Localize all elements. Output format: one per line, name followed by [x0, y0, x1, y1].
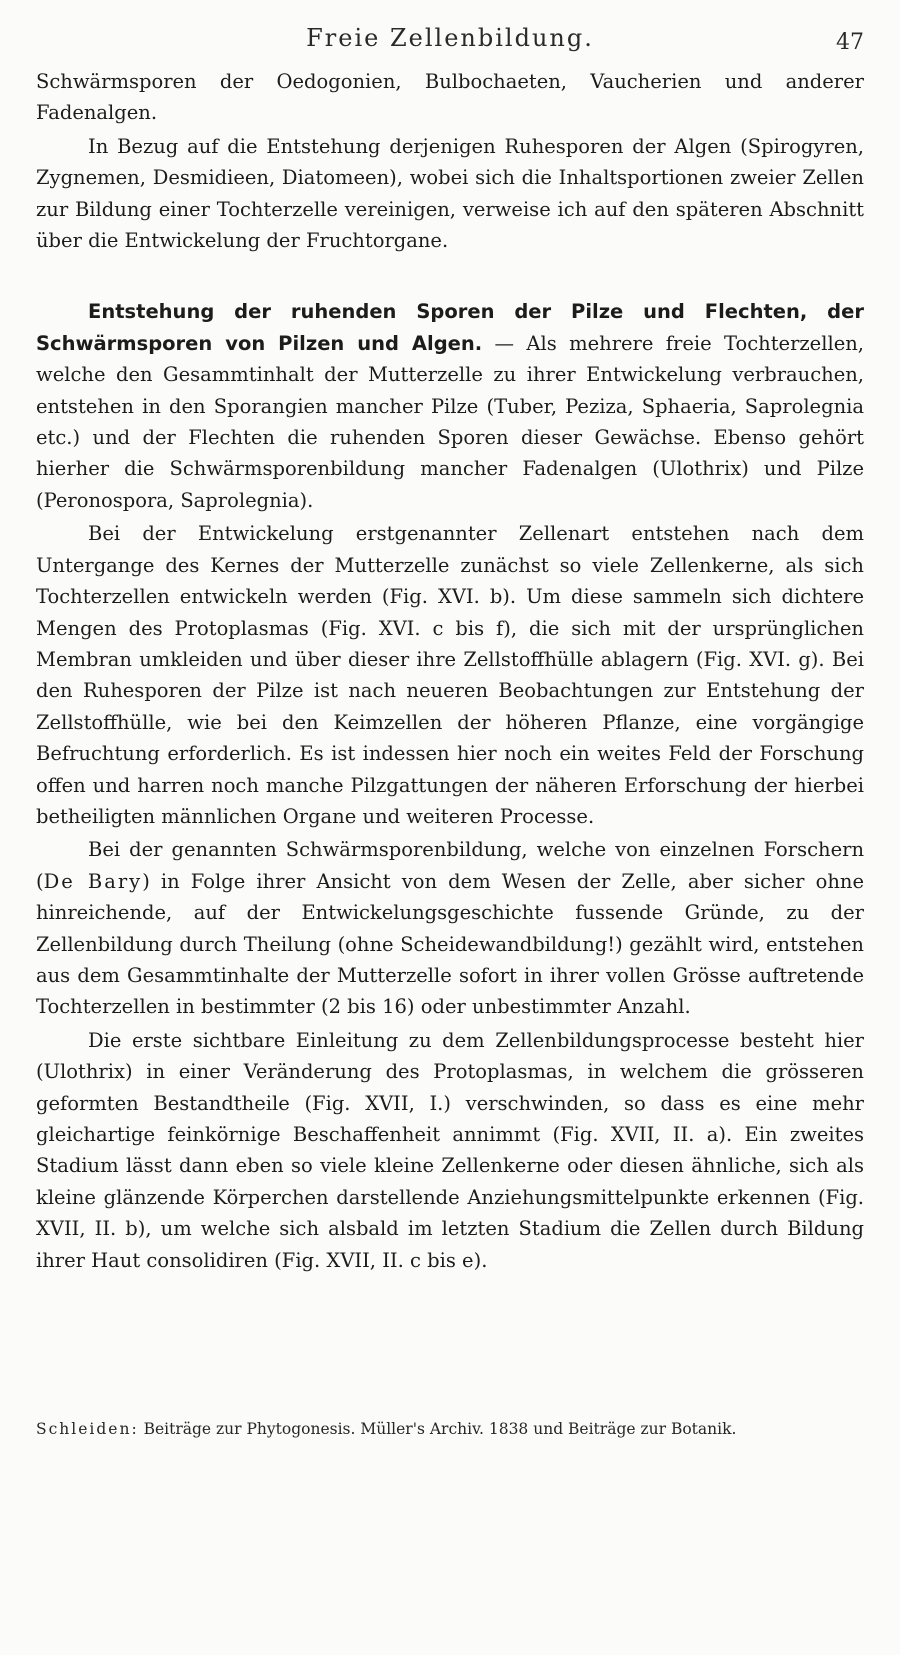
footnote-text: Beiträge zur Phytogonesis. Müller's Archiv. 1838 und Beiträge zur Botanik. — [138, 1420, 737, 1438]
footnote — [36, 1418, 864, 1440]
body-text — [36, 66, 864, 1276]
running-title: Freie Zellenbildung. — [306, 24, 594, 52]
footnote-author: Schleiden: — [36, 1420, 139, 1438]
paragraph-5-text-b: ) in Folge ihrer Ansicht von dem Wesen der Zelle, aber sicher ohne hinreichende, auf der Entwickelungsgeschichte fussende Gründe, zu der Zellenbildung durch Theilung (ohne Scheidewandbildung!) gezählt wird, entstehen aus dem Gesammtinhalte der Mutterzelle sofort in ihrer vollen Grösse auftretende Tochterzellen in bestimmter (2 bis 16) oder unbestimmter Anzahl. — [36, 869, 865, 1019]
paragraph-6: Die erste sichtbare Einleitung zu dem Zellenbildungsprocesse besteht hier (Ulothrix) in einer Veränderung des Protoplasmas, in welchem die grösseren geformten Bestandtheile (Fig. XVII, I.) verschwinden, so dass es eine mehr gleichartige feinkörnige Beschaffenheit annimmt (Fig. XVII, II. a). Ein zweites Stadium lässt dann eben so viele kleine Zellenkerne oder diesen ähnliche, sich als kleine glänzende Körperchen darstellende Anziehungsmittelpunkte erkennen (Fig. XVII, II. b), um welche sich alsbald im letzten Stadium die Zellen durch Bildung ihrer Haut consolidiren (Fig. XVII, II. c bis e). — [36, 1028, 864, 1272]
author-name: De Bary — [43, 869, 143, 893]
paragraph-2: In Bezug auf die Entstehung derjenigen Ruhesporen der Algen (Spirogyren, Zygnemen, Desmidieen, Diatomeen), wobei sich die Inhaltsportionen zweier Zellen zur Bildung einer Tochterzelle vereinigen, verweise ich auf den späteren Abschnitt über die Entwickelung der Fruchtorgane. — [36, 134, 864, 253]
page-header — [36, 18, 864, 58]
paragraph-1: Schwärmsporen der Oedogonien, Bulbochaeten, Vaucherien und anderer Fadenalgen. — [36, 70, 864, 125]
paragraph-3 — [36, 296, 864, 516]
paragraph-5 — [36, 834, 864, 1022]
section-heading: Entstehung der ruhenden Sporen der Pilze und Flechten, der Schwärmsporen von Pilzen und Algen. — [36, 300, 864, 355]
paragraph-5-text-a: Bei der genannten Schwärmsporenbildung, welche von einzelnen Forschern ( — [36, 838, 864, 893]
paragraph-4: Bei der Entwickelung erstgenannter Zellenart entstehen nach dem Untergange des Kernes der Mutterzelle zunächst so viele Zellenkerne, als sich Tochterzellen entwickeln werden (Fig. XVI. b). Um diese sammeln sich dichtere Mengen des Protoplasmas (Fig. XVI. c bis f), die sich mit der ursprünglichen Membran umkleiden und über dieser ihre Zellstoffhülle ablagern (Fig. XVI. g). Bei den Ruhesporen der Pilze ist nach neueren Beobachtungen zur Entstehung der Zellstoffhülle, wie bei den Keimzellen der höheren Pflanze, eine vorgängige Befruchtung erforderlich. Es ist indessen hier noch ein weites Feld der Forschung offen und harren noch manche Pilzgattungen der näheren Erforschung der hierbei betheiligten männlichen Organe und weiteren Processe. — [36, 522, 864, 828]
paragraph-3-text: — Als mehrere freie Tochterzellen, welche den Gesammtinhalt der Mutterzelle zu ihrer Entwickelung verbrauchen, entstehen in den Sporangien mancher Pilze (Tuber, Peziza, Sphaeria, Saprolegnia etc.) und der Flechten die ruhenden Sporen dieser Gewächse. Ebenso gehört hierher die Schwärmsporenbildung mancher Fadenalgen (Ulothrix) und Pilze (Peronospora, Saprolegnia). — [36, 331, 864, 512]
page-number: 47 — [836, 30, 864, 55]
